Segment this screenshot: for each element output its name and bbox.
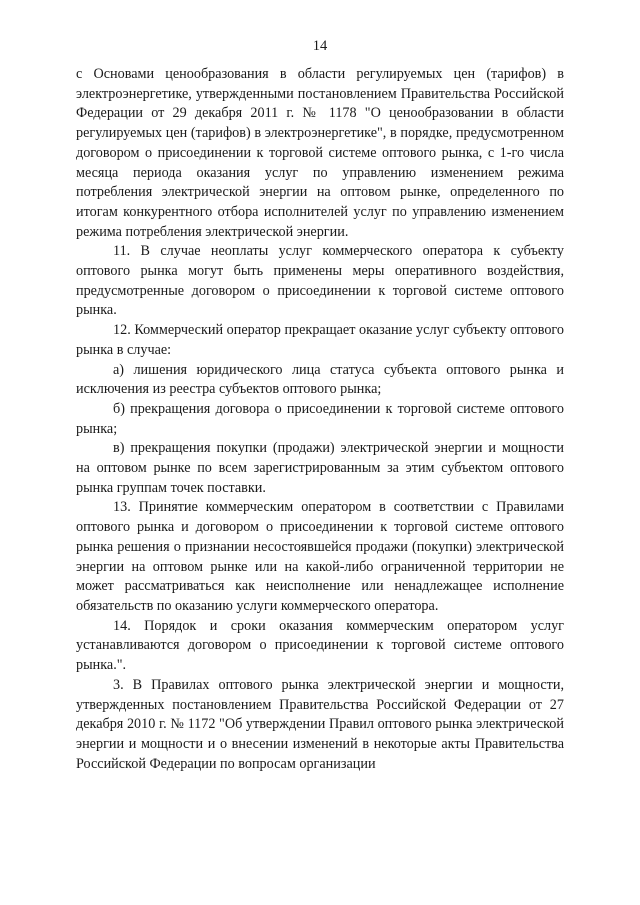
paragraph-item-3: 3. В Правилах оптового рынка электрической энергии и мощности, утвержденных постановлением Правительства Российской Федерации от 27 декабря 2010 г. № 1172 "Об утверждении Правил оптового рынка электрической энергии и мощности и о внесении изменений в некоторые акты Правительства Российской Федерации по вопросам организации xyxy=(76,676,564,772)
paragraph-item-14: 14. Порядок и сроки оказания коммерческим оператором услуг устанавливаются договором о присоединении к торговой системе оптового рынка.". xyxy=(76,617,564,674)
paragraph-continuation: с Основами ценообразования в области регулируемых цен (тарифов) в электроэнергетике, утвержденными постановлением Правительства Российской Федерации от 29 декабря 2011 г. № 1178 "О ценообразовании в области регулируемых цен (тарифов) в электроэнергетике", в порядке, предусмотренном договором о присоединении к торговой системе оптового рынка, с 1-го числа месяца периода оказания услуг по управлению изменением режима потребления электрической энергии на оптовом рынке, определенного по итогам конкурентного отбора исполнителей услуг по управлению изменением режима потребления электрической энергии. xyxy=(76,66,564,240)
document-body xyxy=(76,65,564,774)
page-number: 14 xyxy=(312,38,328,54)
paragraph-item-13: 13. Принятие коммерческим оператором в соответствии с Правилами оптового рынка и договором о присоединении к торговой системе оптового рынка решения о признании несостоявшейся продажи (покупки) электрической энергии на оптовом рынке или на какой-либо ограниченной территории не может рассматриваться как неисполнение или ненадлежащее исполнение обязательств по оказанию услуги коммерческого оператора. xyxy=(76,499,564,614)
paragraph-item-11: 11. В случае неоплаты услуг коммерческого оператора к субъекту оптового рынка могут быть применены меры оперативного воздействия, предусмотренные договором о присоединении к торговой системе оптового рынка. xyxy=(76,243,564,319)
paragraph-subitem-b: б) прекращения договора о присоединении к торговой системе оптового рынка; xyxy=(76,400,564,437)
paragraph-item-12: 12. Коммерческий оператор прекращает оказание услуг субъекту оптового рынка в случае: xyxy=(76,322,564,358)
paragraph-subitem-a: а) лишения юридического лица статуса субъекта оптового рынка и исключения из реестра субъектов оптового рынка; xyxy=(76,361,564,398)
paragraph-subitem-v: в) прекращения покупки (продажи) электрической энергии и мощности на оптовом рынке по всем зарегистрированным за этим субъектом оптового рынка группам точек поставки. xyxy=(76,440,564,496)
